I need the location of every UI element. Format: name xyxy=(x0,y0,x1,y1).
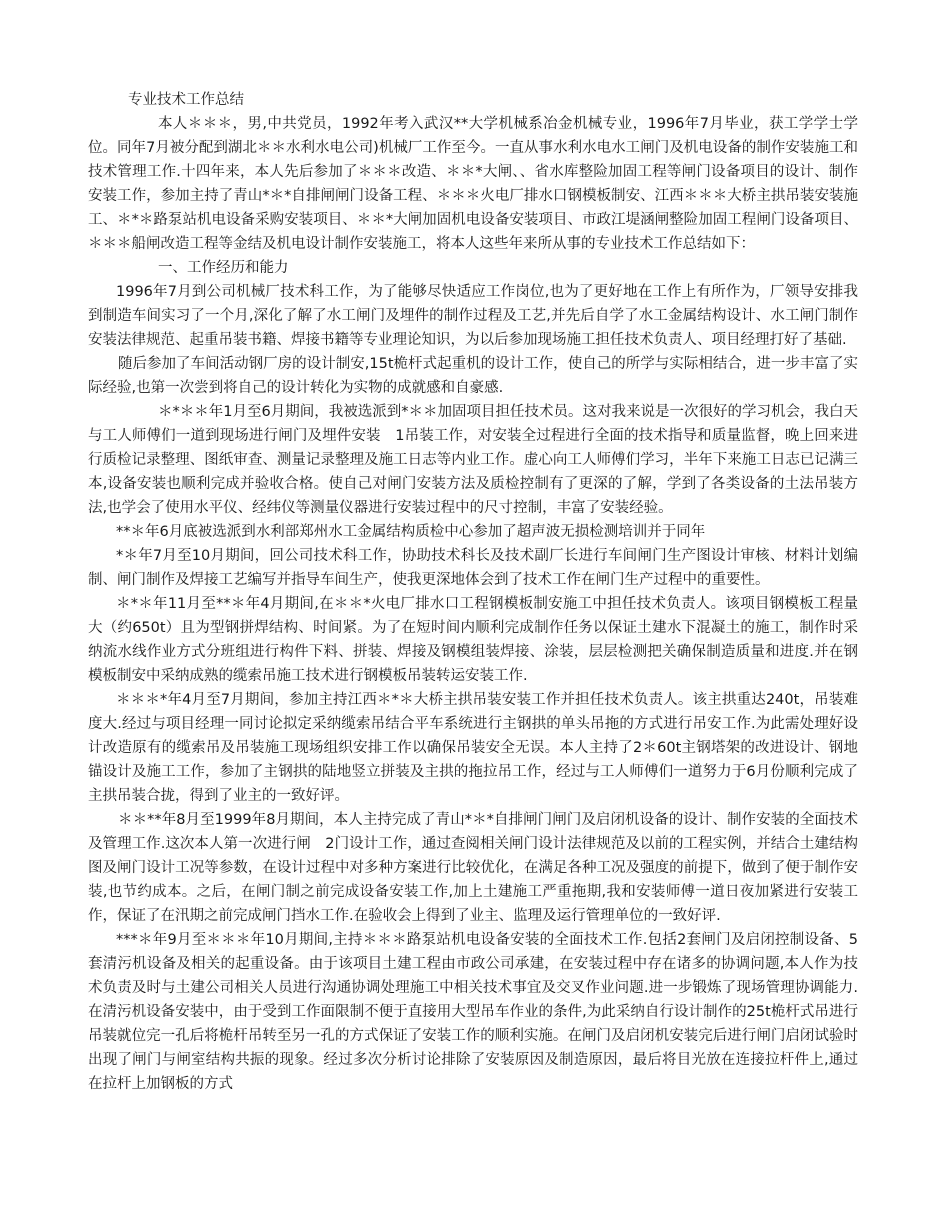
section-heading: 一、工作经历和能力 xyxy=(158,260,289,276)
body-paragraph: ***＊年9月至＊＊＊年10月期间,主持＊＊＊路泵站机电设备安装的全面技术工作.包括2套闸门及启闭控制设备、5套清污机设备及相关的起重设备。由于该项目土建工程由市政公司承建，在安装过程中存在诸多的协调问题,本人作为技术负责及时与土建公司相关人员进行沟通协调处理施工中相关技术事宜及交叉作业问题.进一步锻炼了现场管理协调能力.在清污机设备安装中，由于受到工作面限制不便于直接用大型吊车作业的条件,为此采纳自行设计制作的25t桅杆式吊进行吊装就位完一孔后将桅杆吊转至另一孔的方式保证了安装工作的顺利实施。在闸门及启闭机安装完后进行闸门启闭试验时出现了闸门与闸室结构共振的现象。经过多次分析讨论排除了安装原因及制造原因，最后将目光放在连接拉杆件上,通过在拉杆上加钢板的方式 xyxy=(88,932,858,1092)
body-paragraph: ＊＊**年8月至1999年8月期间，本人主持完成了青山*＊*自排闸门闸门及启闭机设备的设计、制作安装的全面技术及管理工作.这次本人第一次进行闸 2门设计工作，通过查阅相关闸门设计法律规范及以前的工程实例，并结合土建结构图及闸门设计工况等参数，在设计过程中对多种方案进行比较优化，在满足各种工况及强度的前提下，做到了便于制作安装,也节约成本。之后，在闸门制之前完成设备安装工作,加上土建施工严重拖期,我和安装师傅一道日夜加紧进行安装工作，保证了在汛期之前完成闸门挡水工作.在验收会上得到了业主、监理及运行管理单位的一致好评. xyxy=(88,812,858,924)
body-paragraph: **＊年6月底被选派到水利部郑州水工金属结构质检中心参加了超声波无损检测培训并于同年 xyxy=(116,524,706,540)
body-paragraph: ＊*＊年11月至**＊年4月期间,在＊＊*火电厂排水口工程钢模板制安施工中担任技术负责人。该项目钢模板工程量大（约650t）且为型钢拼焊结构、时间紧。为了在短时间内顺利完成制作任务以保证土建水下混凝土的施工，制作时采纳流水线作业方式分班组进行构件下料、拼装、焊接及钢模组装焊接、涂装，层层检测把关确保制造质量和进度.并在钢模板制安中采纳成熟的缆索吊施工技术进行钢模板吊装转运安装工作. xyxy=(88,596,858,684)
body-paragraph: 随后参加了车间活动钢厂房的设计制安,15t桅杆式起重机的设计工作，使自己的所学与实际相结合，进一步丰富了实际经验,也第一次尝到将自己的设计转化为实物的成就感和自豪感. xyxy=(88,356,858,396)
body-paragraph: ＊*＊＊年1月至6月期间，我被选派到*＊＊加固项目担任技术员。这对我来说是一次很好的学习机会，我白天与工人师傅们一道到现场进行闸门及埋件安装 1吊装工作，对安装全过程进行全面的技术指导和质量监督，晚上回来进行质检记录整理、图纸审查、测量记录整理及施工日志等内业工作。虚心向工人师傅们学习，半年下来施工日志已记满三本,设备安装也顺利完成并验收合格。使自己对闸门安装方法及质检控制有了更深的了解，学到了各类设备的土法吊装方法,也学会了使用水平仪、经纬仪等测量仪器进行安装过程中的尺寸控制，丰富了安装经验。 xyxy=(88,404,858,516)
body-paragraph: 1996年7月到公司机械厂技术科工作，为了能够尽快适应工作岗位,也为了更好地在工作上有所作为，厂领导安排我到制造车间实习了一个月,深化了解了水工闸门及埋件的制作过程及工艺,并先后自学了水工金属结构设计、水工闸门制作安装法律规范、起重吊装书籍、焊接书籍等专业理论知识，为以后参加现场施工担任技术负责人、项目经理打好了基础. xyxy=(88,284,858,348)
intro-paragraph: 本人＊＊＊，男,中共党员，1992年考入武汉**大学机械系冶金机械专业，1996年7月毕业，获工学学士学位。同年7月被分配到湖北＊＊水利水电公司)机械厂工作至今。一直从事水利水电水工闸门及机电设备的制作安装施工和技术管理工作.十四年来，本人先后参加了＊＊＊改造、＊＊*大闸、、省水库整险加固工程等闸门设备项目的设计、制作安装工作，参加主持了青山*＊*自排闸闸门设备工程、＊＊＊火电厂排水口钢模板制安、江西＊＊＊大桥主拱吊装安装施工、＊*＊路泵站机电设备采购安装项目、＊＊*大闸加固机电设备安装项目、市政江堤涵闸整险加固工程闸门设备项目、＊＊＊船闸改造工程等金结及机电设计制作安装施工，将本人这些年来所从事的专业技术工作总结如下： xyxy=(88,116,858,252)
body-paragraph: *＊年7月至10月期间，回公司技术科工作，协助技术科长及技术副厂长进行车间闸门生产图设计审核、材料计划编制、闸门制作及焊接工艺编写并指导车间生产，使我更深地体会到了技术工作在闸门生产过程中的重要性。 xyxy=(88,548,858,588)
body-paragraph: ＊＊＊*年4月至7月期间，参加主持江西＊*＊大桥主拱吊装安装工作并担任技术负责人。该主拱重达240t，吊装难度大.经过与项目经理一同讨论拟定采纳缆索吊结合平车系统进行主钢拱的单头吊拖的方式进行吊安工作.为此需处理好设计改造原有的缆索吊及吊装施工现场组织安排工作以确保吊装安全无误。本人主持了2＊60t主钢塔架的改进设计、钢地锚设计及施工工作，参加了主钢拱的陆地竖立拼装及主拱的拖拉吊工作，经过与工人师傅们一道努力于6月份顺利完成了主拱吊装合拢，得到了业主的一致好评。 xyxy=(88,692,858,804)
document-title: 专业技术工作总结 xyxy=(128,92,244,108)
